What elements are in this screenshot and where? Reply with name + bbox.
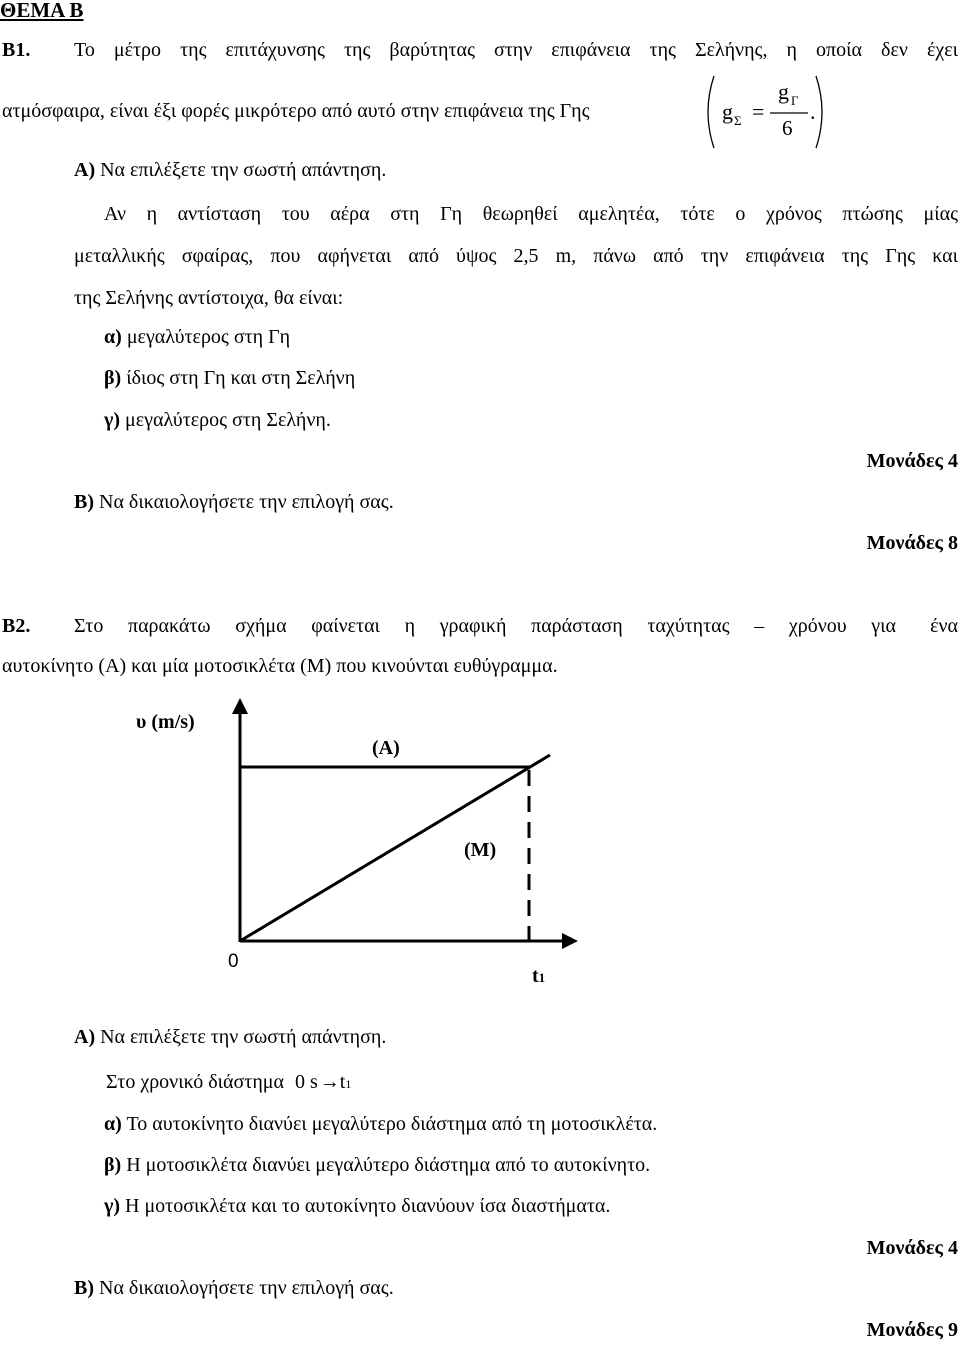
b1-option-c-label: γ) xyxy=(104,409,121,431)
graph-origin: 0 xyxy=(228,951,239,972)
b2-option-c-text: Η μοτοσικλέτα και το αυτοκίνητο διανύουν ίσα διαστήματα. xyxy=(125,1195,611,1217)
b2-interval-text: Στο χρονικό διάστημα xyxy=(106,1071,284,1093)
b1-option-a-label: α) xyxy=(104,326,122,348)
graph-y-label: υ (m/s) xyxy=(136,711,195,733)
b2-interval-arrow: → xyxy=(319,1071,340,1093)
b2-points-b: Μονάδες 9 xyxy=(866,1319,958,1341)
b2-option-b-label: β) xyxy=(104,1154,122,1176)
b1-question-line3: της Σελήνης αντίστοιχα, θα είναι: xyxy=(74,287,344,309)
b2-option-a-text: Το αυτοκίνητο διανύει μεγαλύτερο διάστημα από τη μοτοσικλέτα. xyxy=(126,1113,658,1135)
b2-option-c xyxy=(104,1196,610,1216)
question-number-b1: Β1. xyxy=(2,39,31,61)
b2-option-a xyxy=(104,1114,657,1134)
formula-numerator-sub: Γ xyxy=(791,93,799,108)
b2-intro-line1: Στο παρακάτω σχήμα φαίνεται η γραφική παράσταση ταχύτητας – χρόνου για xyxy=(74,615,896,637)
graph-label-M: (Μ) xyxy=(464,839,497,861)
b2-interval-start: 0 s xyxy=(295,1071,318,1093)
b2-option-b xyxy=(104,1155,650,1175)
b1-option-c-text: μεγαλύτερος στη Σελήνη. xyxy=(125,409,331,431)
b1-question-line2: μεταλλικής σφαίρας, που αφήνεται από ύψος 2,5 m, πάνω από την επιφάνεια της Γης και xyxy=(74,245,958,267)
b1-option-c xyxy=(104,410,331,430)
b1-option-a-text: μεγαλύτερος στη Γη xyxy=(126,326,291,348)
b2-option-c-label: γ) xyxy=(104,1195,121,1217)
gravity-formula xyxy=(700,72,830,152)
line-A xyxy=(240,755,550,941)
b2-part-b-text: Να δικαιολογήσετε την επιλογή σας. xyxy=(99,1277,394,1299)
formula-lhs-sub: Σ xyxy=(734,113,742,128)
b2-interval-end: t xyxy=(339,1071,346,1093)
graph-t1: t xyxy=(532,965,539,987)
y-axis-arrow xyxy=(232,698,248,714)
question-number-b2: Β2. xyxy=(2,615,31,637)
velocity-time-graph xyxy=(100,690,600,990)
b1-intro-line1: Το μέτρο της επιτάχυνσης της βαρύτητας στην επιφάνεια της Σελήνης, η οποία δεν έχει xyxy=(74,39,958,61)
b2-intro-word-end: ένα xyxy=(930,615,958,637)
graph-canvas xyxy=(100,690,600,990)
b1-points-a: Μονάδες 4 xyxy=(866,450,958,472)
graph-t1-label xyxy=(532,966,545,986)
b1-intro-line2: ατμόσφαιρα, είναι έξι φορές μικρότερο από αυτό στην επιφάνεια της Γης xyxy=(2,100,590,122)
b2-points-a: Μονάδες 4 xyxy=(866,1237,958,1259)
graph-t1-sub: 1 xyxy=(538,970,546,985)
b2-part-a-text: Να επιλέξετε την σωστή απάντηση. xyxy=(100,1026,387,1048)
formula-denominator: 6 xyxy=(782,116,793,140)
b2-interval-end-sub: 1 xyxy=(345,1077,352,1091)
b2-option-a-label: α) xyxy=(104,1113,122,1135)
b1-part-a-label: Α) xyxy=(74,159,96,181)
b2-option-b-text: Η μοτοσικλέτα διανύει μεγαλύτερο διάστημα από το αυτοκίνητο. xyxy=(126,1154,651,1176)
b1-option-a xyxy=(104,327,290,347)
b2-interval-line xyxy=(106,1072,351,1092)
formula-period: . xyxy=(810,99,816,124)
b2-part-a-label: Α) xyxy=(74,1026,96,1048)
graph-label-A: (Α) xyxy=(372,737,400,759)
b1-option-b-label: β) xyxy=(104,367,122,389)
b1-question-line1: Αν η αντίσταση του αέρα στη Γη θεωρηθεί αμελητέα, τότε ο χρόνος πτώσης μίας xyxy=(104,203,958,225)
b1-part-b-text: Να δικαιολογήσετε την επιλογή σας. xyxy=(99,491,394,513)
b1-option-b xyxy=(104,368,355,388)
b2-part-b-label: Β) xyxy=(74,1277,94,1299)
b1-points-b: Μονάδες 8 xyxy=(866,532,958,554)
b1-option-b-text: ίδιος στη Γη και στη Σελήνη xyxy=(126,367,356,389)
formula-equals: = xyxy=(752,99,765,124)
formula-lhs: g xyxy=(722,99,733,124)
b1-part-a-text: Να επιλέξετε την σωστή απάντηση. xyxy=(100,159,387,181)
section-title: ΘΕΜΑ Β xyxy=(0,0,84,22)
formula-numerator: g xyxy=(778,79,789,104)
b2-intro-line2: αυτοκίνητο (Α) και μία μοτοσικλέτα (Μ) που κινούνται ευθύγραμμα. xyxy=(2,655,558,677)
x-axis-arrow xyxy=(562,933,578,949)
b1-part-b-label: Β) xyxy=(74,491,94,513)
